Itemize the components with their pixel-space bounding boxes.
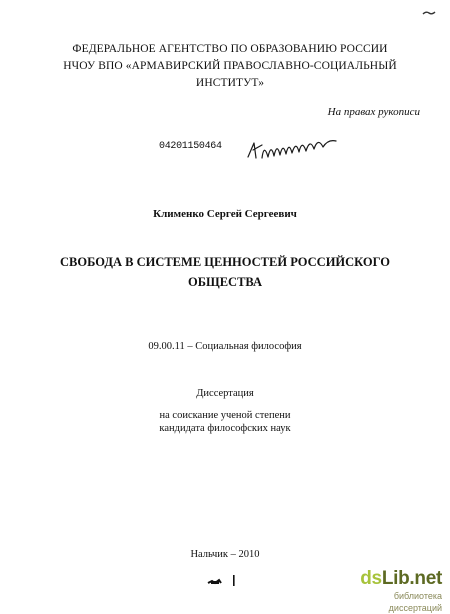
degree-line-2: кандидата философских наук [159,423,291,434]
header-line-2: НЧОУ ВПО «АРМАВИРСКИЙ ПРАВОСЛАВНО-СОЦИАЛЬНЫЙ [63,60,397,72]
place-and-year: Нальчик – 2010 [190,549,260,560]
dissertation-title [30,252,420,292]
scan-speck-icon [422,10,436,16]
work-type: Диссертация [196,388,254,399]
degree-line-1: на соискание ученой степени [159,410,291,421]
header-line-1: ФЕДЕРАЛЬНОЕ АГЕНТСТВО ПО ОБРАЗОВАНИЮ РОССИИ [72,43,388,55]
degree-statement [0,409,450,435]
registration-number: 04201150464 [159,141,222,152]
header-line-3: ИНСТИТУТ» [195,77,265,89]
dslib-watermark [340,568,442,613]
title-line-2: ОБЩЕСТВА [188,275,262,289]
watermark-subtitle: библиотека диссертаций [388,591,442,613]
author-name: Клименко Сергей Сергеевич [153,208,297,220]
manuscript-note: На правах рукописи [327,106,420,118]
institution-header [20,41,440,92]
title-line-1: СВОБОДА В СИСТЕМЕ ЦЕННОСТЕЙ РОССИЙСКОГО [59,255,391,269]
specialty-code: 09.00.11 – Социальная философия [148,341,302,352]
scan-marks-icon [206,574,242,588]
handwritten-signature [244,131,344,163]
watermark-brand: dsLib.net [360,568,442,589]
